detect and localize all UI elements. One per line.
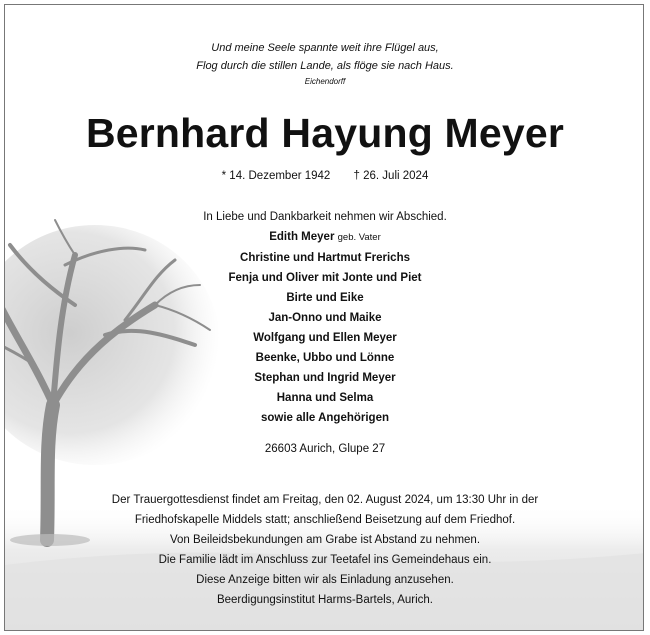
mourner-name: Edith Meyer — [269, 231, 335, 243]
mourner-line: Christine und Hartmut Frerichs — [240, 252, 410, 264]
birth-date: * 14. Dezember 1942 — [221, 170, 331, 182]
mourner-line: sowie alle Angehörigen — [260, 412, 390, 424]
info-line: Diese Anzeige bitten wir als Einladung anzusehen. — [196, 574, 454, 586]
mourner-line: Beenke, Ubbo und Lönne — [255, 352, 395, 364]
service-information — [55, 490, 595, 610]
poem-line: Und meine Seele spannte weit ihre Flügel aus, — [211, 42, 439, 54]
info-line: Die Familie lädt im Anschluss zur Teetafel ins Gemeindehaus ein. — [158, 554, 492, 566]
family-address: 26603 Aurich, Glupe 27 — [264, 443, 386, 455]
maiden-name-note: geb. Vater — [337, 232, 381, 243]
info-line: Der Trauergottesdienst findet am Freitag, den 02. August 2024, um 13:30 Uhr in der — [111, 494, 539, 506]
mourner-line: Birte und Eike — [286, 292, 364, 304]
poem-line: Flog durch die stillen Lande, als flöge sie nach Haus. — [196, 60, 454, 72]
death-date: † 26. Juli 2024 — [353, 170, 429, 182]
mourner-line: Wolfgang und Ellen Meyer — [253, 332, 397, 344]
mourner-line: Hanna und Selma — [276, 392, 374, 404]
mourner-line: Fenja und Oliver mit Jonte und Piet — [228, 272, 422, 284]
info-line: Von Beileidsbekundungen am Grabe ist Abstand zu nehmen. — [169, 534, 481, 546]
notice-content — [5, 5, 644, 631]
poem — [5, 39, 644, 89]
info-line: Beerdigungsinstitut Harms-Bartels, Aurich. — [216, 594, 434, 606]
mourners-list — [5, 207, 644, 428]
mourner-line: Stephan und Ingrid Meyer — [254, 372, 396, 384]
info-line: Friedhofskapelle Middels statt; anschließend Beisetzung auf dem Friedhof. — [134, 514, 516, 526]
mourner-line: Jan-Onno und Maike — [268, 312, 382, 324]
mourner-line — [5, 227, 644, 248]
life-dates — [5, 170, 644, 182]
farewell-line: In Liebe und Dankbarkeit nehmen wir Abschied. — [203, 211, 447, 223]
deceased-name: Bernhard Hayung Meyer — [85, 110, 565, 156]
poem-author: Eichendorff — [304, 77, 346, 86]
obituary-notice — [4, 4, 644, 631]
